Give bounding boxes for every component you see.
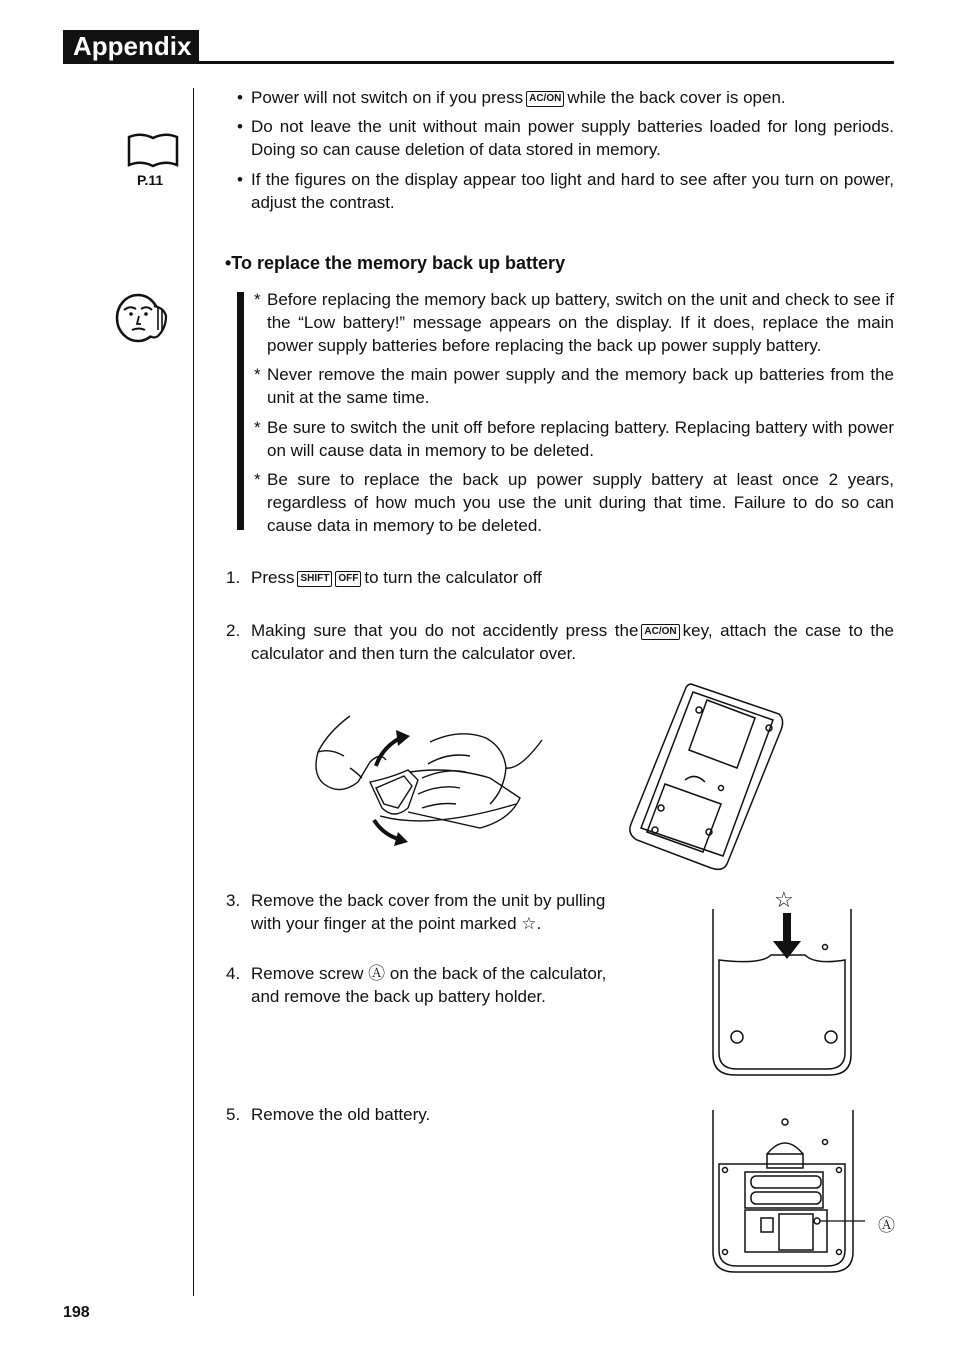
step-4: 4. Remove screw Ⓐ on the back of the calculator, and remove the back up battery holder.: [226, 964, 607, 1006]
calculator-back-illustration: [625, 680, 785, 872]
back-cover-illustration: [705, 905, 860, 1080]
step-1: 1. Press SHIFT OFF to turn the calculator off: [226, 568, 542, 587]
attach-case-illustration: [310, 712, 545, 852]
star-marker: ☆: [774, 887, 794, 912]
screw-a-mark: Ⓐ: [368, 964, 386, 983]
step-2: 2. Making sure that you do not accidently press the AC/ON key, attach the case to the calculator and then turn the calculator over.: [226, 621, 894, 663]
caution-face-icon: [112, 292, 176, 344]
off-key: OFF: [335, 571, 361, 587]
caution-2: * Never remove the main power supply and the memory back up batteries from the unit at the same time.: [254, 365, 894, 407]
page-number: 198: [63, 1304, 90, 1321]
bullet-2: • Do not leave the unit without main power supply batteries loaded for long periods. Doing so can cause deletion of data stored in memory.: [237, 117, 894, 159]
caution-3: * Be sure to switch the unit off before replacing battery. Replacing battery with power on will cause data in memory to be deleted.: [254, 418, 894, 460]
margin-rule: [193, 88, 194, 1296]
section-header: Appendix: [63, 30, 199, 62]
header-rule: [63, 61, 894, 64]
step-3: 3. Remove the back cover from the unit by pulling with your finger at the point marked ☆.: [226, 891, 606, 933]
battery-compartment-illustration: [705, 1106, 865, 1276]
book-reference-icon: [126, 133, 182, 169]
caution-bar: [237, 292, 244, 530]
screw-a-label: Ⓐ: [878, 1216, 895, 1235]
ac-on-key-2: AC/ON: [641, 624, 679, 640]
shift-key: SHIFT: [297, 571, 332, 587]
caution-4: * Be sure to replace the back up power supply battery at least once 2 years, regardless of how much you use the unit during that time. Failure to do so can cause data in memory to be deleted.: [254, 470, 894, 535]
ac-on-key: AC/ON: [526, 91, 564, 107]
page-reference-label: P.11: [137, 172, 164, 188]
section-heading: •To replace the memory back up battery: [225, 253, 566, 273]
bullet-3: • If the figures on the display appear too light and hard to see after you turn on power, adjust the contrast.: [237, 170, 894, 212]
caution-1: * Before replacing the memory back up battery, switch on the unit and check to see if the “Low battery!” message appears on the display. If it does, replace the main power supply batteries before replacing the back up power supply battery.: [254, 290, 894, 355]
bullet-1: • Power will not switch on if you press AC/ON while the back cover is open.: [237, 88, 786, 107]
step-5: 5. Remove the old battery.: [226, 1105, 431, 1124]
